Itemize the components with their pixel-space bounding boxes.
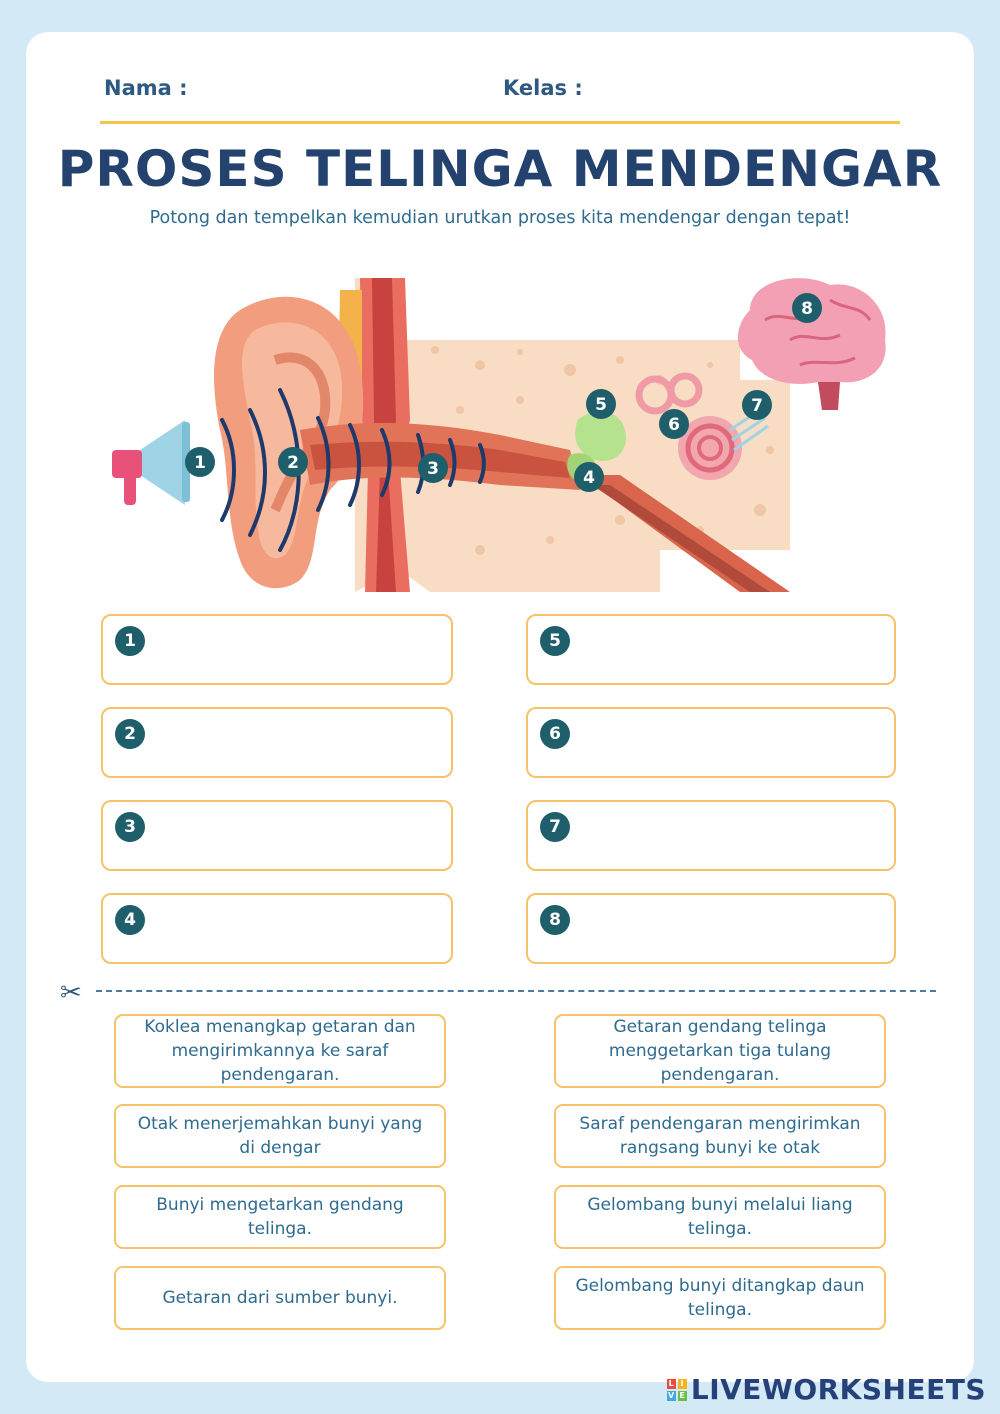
cut-card[interactable]: Getaran gendang telinga menggetarkan tiga tulang pendengaran.: [554, 1014, 886, 1088]
answer-box-3[interactable]: [101, 800, 453, 871]
header-divider: [100, 121, 900, 124]
svg-text:2: 2: [287, 453, 299, 473]
live-badge-icon: L I V E: [668, 1378, 686, 1400]
answer-box-1[interactable]: [101, 614, 453, 685]
cut-card[interactable]: Otak menerjemahkan bunyi yang di dengar: [114, 1104, 446, 1168]
liveworksheets-logo: [667, 1373, 986, 1406]
answer-box-7[interactable]: [526, 800, 896, 871]
svg-text:3: 3: [427, 459, 439, 479]
answer-box-6[interactable]: [526, 707, 896, 778]
marker-5: [586, 389, 616, 419]
answer-number: 1: [115, 626, 145, 656]
answer-box-2[interactable]: [101, 707, 453, 778]
answer-box-8[interactable]: [526, 893, 896, 964]
answer-number: 2: [115, 719, 145, 749]
answer-number: 4: [115, 905, 145, 935]
name-label: Nama :: [104, 76, 188, 100]
cut-card[interactable]: Gelombang bunyi melalui liang telinga.: [554, 1185, 886, 1249]
marker-6: [659, 409, 689, 439]
cut-card[interactable]: Gelombang bunyi ditangkap daun telinga.: [554, 1266, 886, 1330]
cut-card[interactable]: Bunyi mengetarkan gendang telinga.: [114, 1185, 446, 1249]
svg-text:4: 4: [583, 468, 595, 488]
cut-card[interactable]: Saraf pendengaran mengirimkan rangsang bunyi ke otak: [554, 1104, 886, 1168]
marker-3: [418, 453, 448, 483]
answer-number: 6: [540, 719, 570, 749]
cut-line: [60, 978, 940, 1008]
dashed-line: [96, 990, 936, 992]
svg-text:6: 6: [668, 415, 680, 435]
cut-card[interactable]: Koklea menangkap getaran dan mengirimkannya ke saraf pendengaran.: [114, 1014, 446, 1088]
ear-diagram: [100, 270, 900, 600]
class-label: Kelas :: [503, 76, 583, 100]
answer-number: 3: [115, 812, 145, 842]
brand-name: LIVEWORKSHEETS: [690, 1373, 986, 1406]
marker-7: [742, 390, 772, 420]
answer-number: 5: [540, 626, 570, 656]
instructions: Potong dan tempelkan kemudian urutkan proses kita mendengar dengan tepat!: [149, 208, 851, 228]
marker-1: [185, 447, 215, 477]
svg-text:8: 8: [801, 299, 813, 319]
answer-box-4[interactable]: [101, 893, 453, 964]
scissors-icon: ✂: [60, 978, 82, 1008]
marker-2: [278, 447, 308, 477]
svg-text:5: 5: [595, 395, 607, 415]
answer-number: 8: [540, 905, 570, 935]
svg-text:7: 7: [751, 396, 763, 416]
svg-text:1: 1: [194, 453, 206, 473]
cut-card[interactable]: Getaran dari sumber bunyi.: [114, 1266, 446, 1330]
answer-number: 7: [540, 812, 570, 842]
marker-4: [574, 462, 604, 492]
answer-box-5[interactable]: [526, 614, 896, 685]
marker-8: [792, 293, 822, 323]
page-title: PROSES TELINGA MENDENGAR: [57, 140, 943, 198]
